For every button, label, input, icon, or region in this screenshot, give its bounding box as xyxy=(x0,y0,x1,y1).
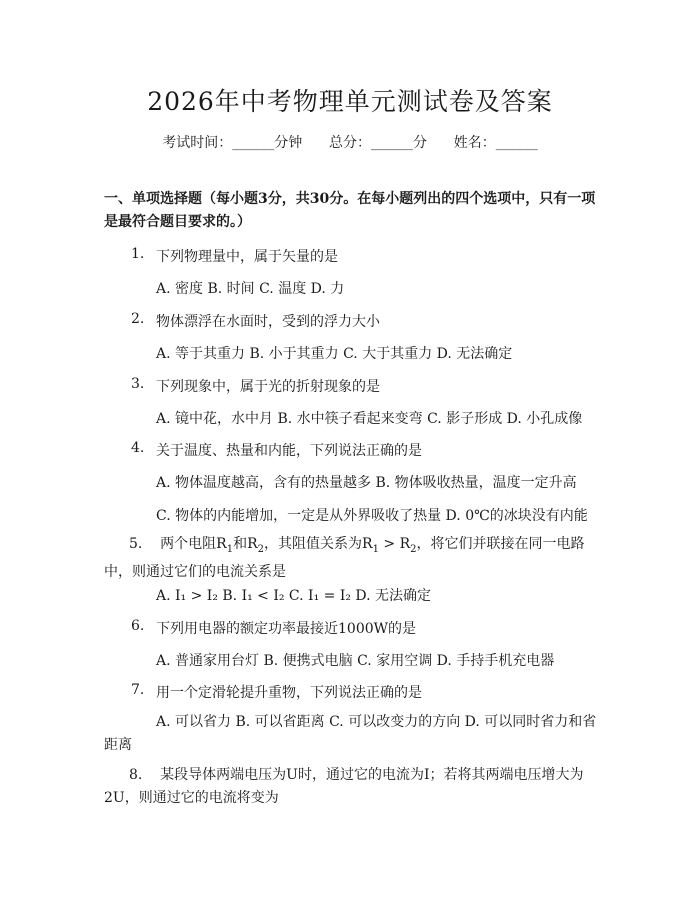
question-number: 2. xyxy=(131,311,145,327)
question-stem: 用一个定滑轮提升重物，下列说法正确的是 xyxy=(156,685,422,701)
question-number: 7. xyxy=(131,682,145,698)
question-number: 1. xyxy=(131,246,145,262)
question-number: 5. xyxy=(129,536,143,552)
question-options: C. 物体的内能增加，一定是从外界吸收了热量 D. 0℃的冰块没有内能 xyxy=(156,508,588,524)
question-stem: 下列用电器的额定功率最接近1000W的是 xyxy=(156,621,417,637)
question-options: A. 镜中花，水中月 B. 水中筷子看起来变弯 C. 影子形成 D. 小孔成像 xyxy=(156,411,583,427)
question-number: 4. xyxy=(131,440,145,456)
question-number: 6. xyxy=(131,618,145,634)
question-stem: 8. 某段导体两端电压为U时，通过它的电流为I；若将其两端电压增大为2U，则通过它的电流将变为 xyxy=(104,767,584,806)
question-stem: 关于温度、热量和内能，下列说法正确的是 xyxy=(156,443,422,459)
question-stem: 物体漂浮在水面时，受到的浮力大小 xyxy=(156,314,380,330)
question-stem: 下列物理量中，属于矢量的是 xyxy=(156,249,338,265)
question-number: 3. xyxy=(131,376,145,392)
question-stem: 5. 两个电阻$R_1$和$R_2$，其阻值关系为$R_1 > R_2$，将它们并联接在同一电路中，则通过它们的电流关系是 xyxy=(104,536,585,580)
question-options: A. 等于其重力 B. 小于其重力 C. 大于其重力 D. 无法确定 xyxy=(156,346,513,362)
question-options: A. 可以省力 B. 可以省距离 C. 可以改变力的方向 D. 可以同时省力和省距离 xyxy=(104,714,597,753)
question-options: A. 物体温度越高，含有的热量越多 B. 物体吸收热量，温度一定升高 xyxy=(156,475,577,491)
question-options: A. 密度 B. 时间 C. 温度 D. 力 xyxy=(156,281,345,297)
page-title: 2026年中考物理单元测试卷及答案 xyxy=(147,87,553,116)
question-options: A. 普通家用台灯 B. 便携式电脑 C. 家用空调 D. 手持手机充电器 xyxy=(156,653,555,669)
question-options: A. I₁ > I₂ B. I₁ < I₂ C. I₁ = I₂ D. 无法确定 xyxy=(156,588,432,604)
question-number: 8. xyxy=(129,767,143,783)
exam-meta-line: 考试时间：______分钟 总分：______分 姓名：______ xyxy=(162,135,538,151)
question-stem: 下列现象中，属于光的折射现象的是 xyxy=(156,379,380,395)
section-heading: 一、单项选择题（每小题3分，共30分。在每小题列出的四个选项中，只有一项是最符合题目要求的。） xyxy=(104,191,596,230)
